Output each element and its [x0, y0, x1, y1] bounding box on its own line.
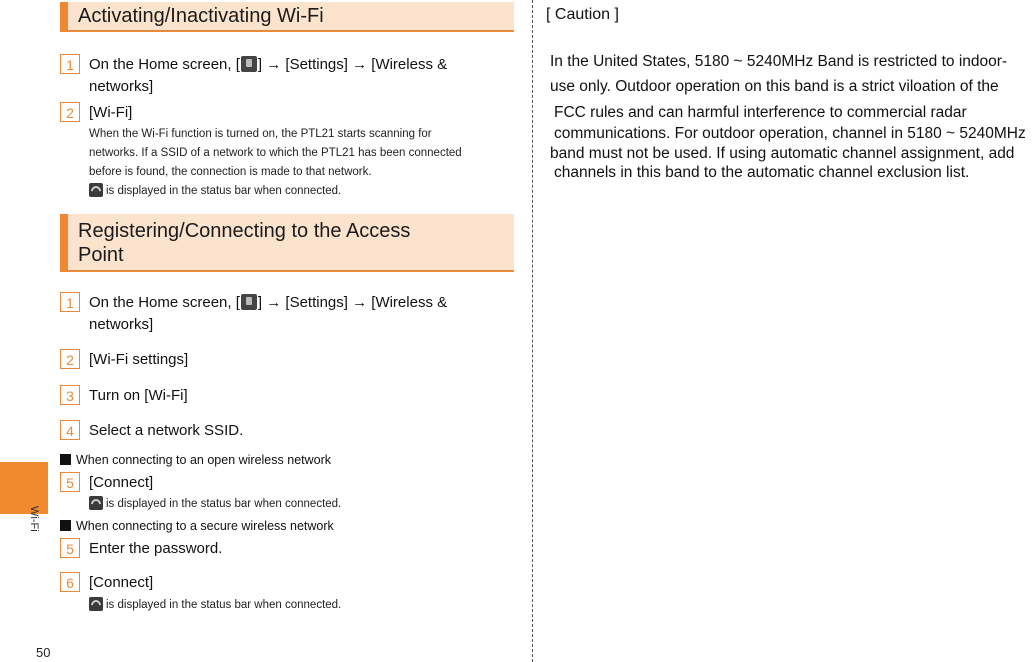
note-text: is displayed in the status bar when connected. — [89, 495, 519, 514]
open-network-heading: When connecting to an open wireless network — [60, 451, 331, 469]
step-text: On the Home screen, [ ] → [Settings] → [Wireless & networks] — [89, 56, 448, 95]
step-text: [Connect] — [89, 474, 154, 491]
step-number: 6 — [60, 572, 80, 592]
header-accent-bar — [60, 214, 68, 270]
bullet-square-icon — [60, 454, 71, 465]
bullet-square-icon — [60, 520, 71, 531]
chapter-tab — [0, 462, 48, 514]
step-text: [Wi-Fi] — [89, 104, 133, 121]
caution-line: channels in this band to the automatic channel exclusion list. — [554, 164, 970, 181]
step-text: [Wi-Fi settings] — [89, 351, 189, 368]
wifi-icon — [89, 496, 103, 510]
caution-line: In the United States, 5180 ~ 5240MHz Band is restricted to indoor- — [550, 53, 1008, 70]
secure-network-heading: When connecting to a secure wireless network — [60, 517, 334, 535]
step-number: 1 — [60, 54, 80, 74]
header-accent-bar — [60, 2, 68, 30]
note-text: When the Wi-Fi function is turned on, the PTL21 starts scanning for networks. If a SSID of a network to which the PTL21 has been connected before is found, the connection is made to that network. is displayed in the status bar when connected. — [89, 128, 462, 197]
section-header-activating — [60, 2, 514, 32]
step-number: 3 — [60, 385, 80, 405]
wifi-icon — [89, 597, 103, 611]
step-number: 5 — [60, 472, 80, 492]
step-text: Enter the password. — [89, 540, 223, 557]
section-title: Registering/Connecting to the Access Point — [78, 220, 411, 266]
step-number: 2 — [60, 102, 80, 122]
step-number: 1 — [60, 292, 80, 312]
column-divider — [532, 0, 533, 662]
caution-line: band must not be used. If using automatic channel assignment, add — [550, 145, 1015, 162]
caution-line: use only. Outdoor operation on this band is a strict viloation of the — [550, 78, 999, 95]
caution-line: FCC rules and can harmful interference to commercial radar — [554, 104, 967, 121]
note-text: is displayed in the status bar when connected. — [89, 596, 519, 615]
chapter-label: Wi-Fi — [28, 506, 40, 532]
caution-line: communications. For outdoor operation, channel in 5180 ~ 5240MHz — [554, 125, 1026, 142]
caution-title: [ Caution ] — [546, 6, 619, 23]
app-launcher-icon — [241, 294, 257, 310]
step-text: [Connect] — [89, 574, 154, 591]
app-launcher-icon — [241, 56, 257, 72]
wifi-icon — [89, 183, 103, 197]
step-number: 2 — [60, 349, 80, 369]
page-number: 50 — [36, 645, 51, 660]
section-title: Activating/Inactivating Wi-Fi — [78, 5, 324, 27]
step-text: Turn on [Wi-Fi] — [89, 387, 188, 404]
step-text: On the Home screen, [ ] → [Settings] → [Wireless & networks] — [89, 294, 448, 333]
step-number: 5 — [60, 538, 80, 558]
step-number: 4 — [60, 420, 80, 440]
step-text: Select a network SSID. — [89, 422, 244, 439]
section-header-registering — [60, 214, 514, 272]
